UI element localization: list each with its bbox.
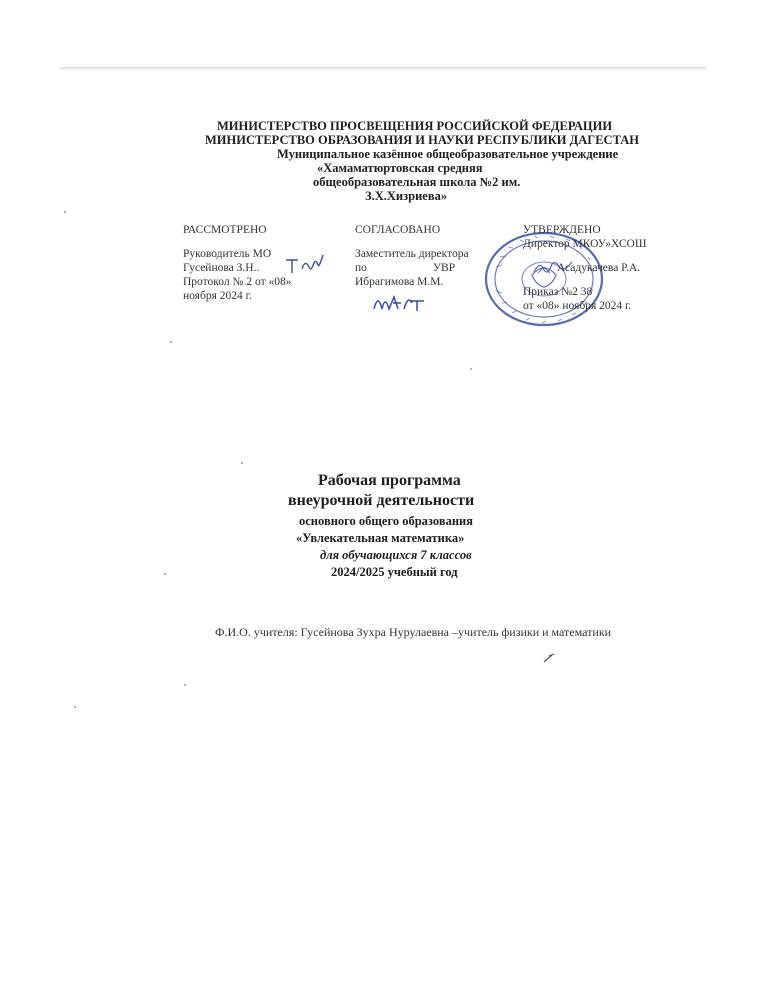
title-line5: для обучающихся 7 классов bbox=[320, 548, 472, 562]
title-line6: 2024/2025 учебный год bbox=[331, 565, 458, 579]
agreed-dept-name: УВР bbox=[432, 262, 456, 274]
reviewed-date: ноября 2024 г. bbox=[183, 290, 252, 302]
ministry-ru-heading: МИНИСТЕРСТВО ПРОСВЕЩЕНИЯ РОССИЙСКОЙ ФЕДЕРАЦИИ bbox=[217, 119, 613, 133]
agreed-position: Заместитель директора bbox=[355, 248, 469, 260]
signature-reviewer bbox=[284, 254, 326, 276]
approved-position: Директор МКОУ»ХСОШ bbox=[523, 238, 647, 250]
title-line1: Рабочая программа bbox=[318, 472, 461, 489]
school-name-line3: З.Х.Хизриева» bbox=[365, 189, 448, 203]
scan-speck bbox=[170, 341, 172, 343]
signature-deputy bbox=[372, 291, 432, 315]
approved-label: УТВЕРЖДЕНО bbox=[523, 224, 601, 236]
scan-speck bbox=[164, 573, 166, 575]
scan-speck bbox=[184, 684, 186, 686]
agreed-label: СОГЛАСОВАНО bbox=[355, 224, 441, 236]
reviewed-protocol: Протокол № 2 от «08» bbox=[183, 276, 292, 288]
school-name-line1: «Хамаматюртовская средняя bbox=[317, 161, 483, 175]
school-name-line2: общеобразовательная школа №2 им. bbox=[313, 175, 521, 189]
scan-edge-shadow bbox=[60, 67, 706, 71]
institution-type: Муниципальное казённое общеобразовательное учреждение bbox=[277, 147, 619, 161]
teacher-line: Ф.И.О. учителя: Гусейнова Зухра Нурулаевна –учитель физики и математики bbox=[215, 625, 612, 639]
scan-speck bbox=[241, 462, 243, 464]
reviewed-block bbox=[183, 223, 291, 303]
approved-order: Приказ №2 38 bbox=[523, 286, 593, 298]
reviewed-label: РАССМОТРЕНО bbox=[183, 224, 267, 236]
approved-name: Асадукачева Р.А. bbox=[557, 262, 641, 274]
reviewed-position: Руководитель МО bbox=[183, 248, 272, 260]
title-line4: «Увлекательная математика» bbox=[296, 531, 465, 545]
agreed-name: Ибрагимова М.М. bbox=[355, 276, 444, 288]
reviewed-name: Гусейнова З.Н.. bbox=[183, 262, 260, 274]
scan-speck bbox=[74, 706, 76, 708]
ministry-dagestan-heading: МИНИСТЕРСТВО ОБРАЗОВАНИЯ И НАУКИ РЕСПУБЛИКИ ДАГЕСТАН bbox=[205, 133, 640, 147]
signature-director bbox=[532, 258, 576, 276]
agreed-dept bbox=[355, 261, 469, 275]
agreed-dept-prefix: по bbox=[355, 262, 367, 274]
agreed-block bbox=[355, 223, 469, 289]
title-line3: основного общего образования bbox=[299, 514, 473, 528]
scan-speck bbox=[64, 211, 66, 213]
scan-mark bbox=[543, 653, 555, 663]
title-line2: внеурочной деятельности bbox=[288, 492, 475, 509]
scan-speck bbox=[470, 368, 472, 370]
approved-date: от «08» ноября 2024 г. bbox=[523, 300, 632, 312]
